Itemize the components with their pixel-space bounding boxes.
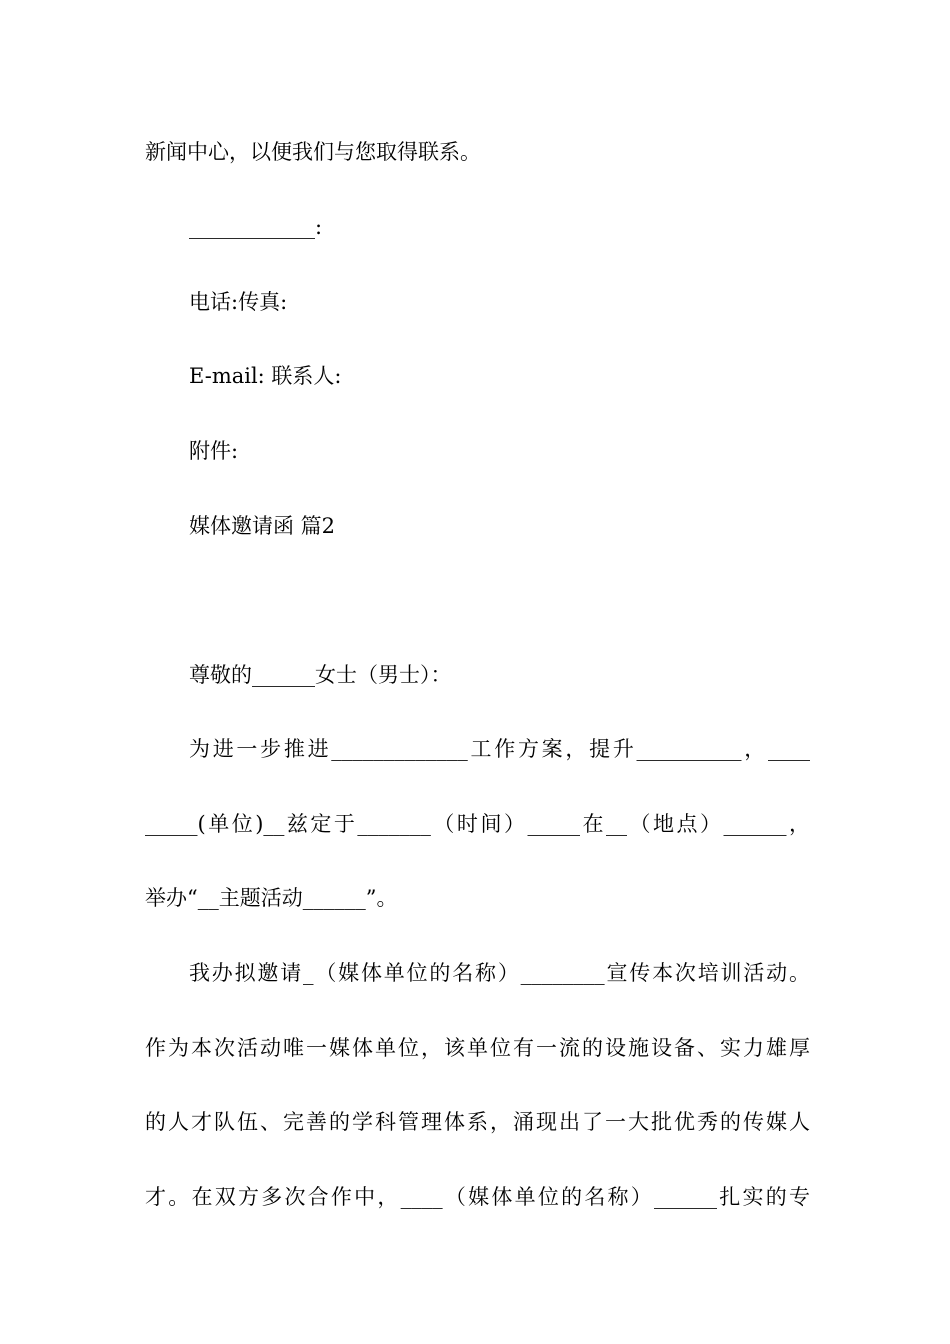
text-line-salutation: 尊敬的______女士（男士）：	[189, 663, 452, 687]
text-line-body-5: 作为本次活动唯一媒体单位，该单位有一流的设施设备、实力雄厚	[145, 1036, 810, 1060]
text-line-phone-fax: 电话:传真:	[189, 290, 288, 314]
text-line-attachment: 附件:	[189, 439, 239, 463]
text-line-body-4: 我办拟邀请_（媒体单位的名称）________宣传本次培训活动。	[189, 961, 810, 985]
text-line-blank-label: ____________:	[189, 215, 323, 239]
text-line-body-3: 举办“__主题活动______”。	[145, 886, 398, 910]
text-line-email-contact: E-mail: 联系人:	[189, 364, 342, 388]
section-heading: 媒体邀请函 篇2	[189, 514, 336, 538]
text-line-body-6: 的人才队伍、完善的学科管理体系，涌现出了一大批优秀的传媒人	[145, 1110, 810, 1134]
text-line-body-7: 才。在双方多次合作中，____（媒体单位的名称）______扎实的专	[145, 1185, 810, 1209]
text-line-body-2: _____(单位)__兹定于_______（时间）_____在__（地点）______，	[145, 812, 810, 836]
text-line-body-1: 为进一步推进_____________工作方案，提升__________，____	[189, 737, 810, 761]
text-line-contact-intro: 新闻中心，以便我们与您取得联系。	[145, 140, 481, 164]
